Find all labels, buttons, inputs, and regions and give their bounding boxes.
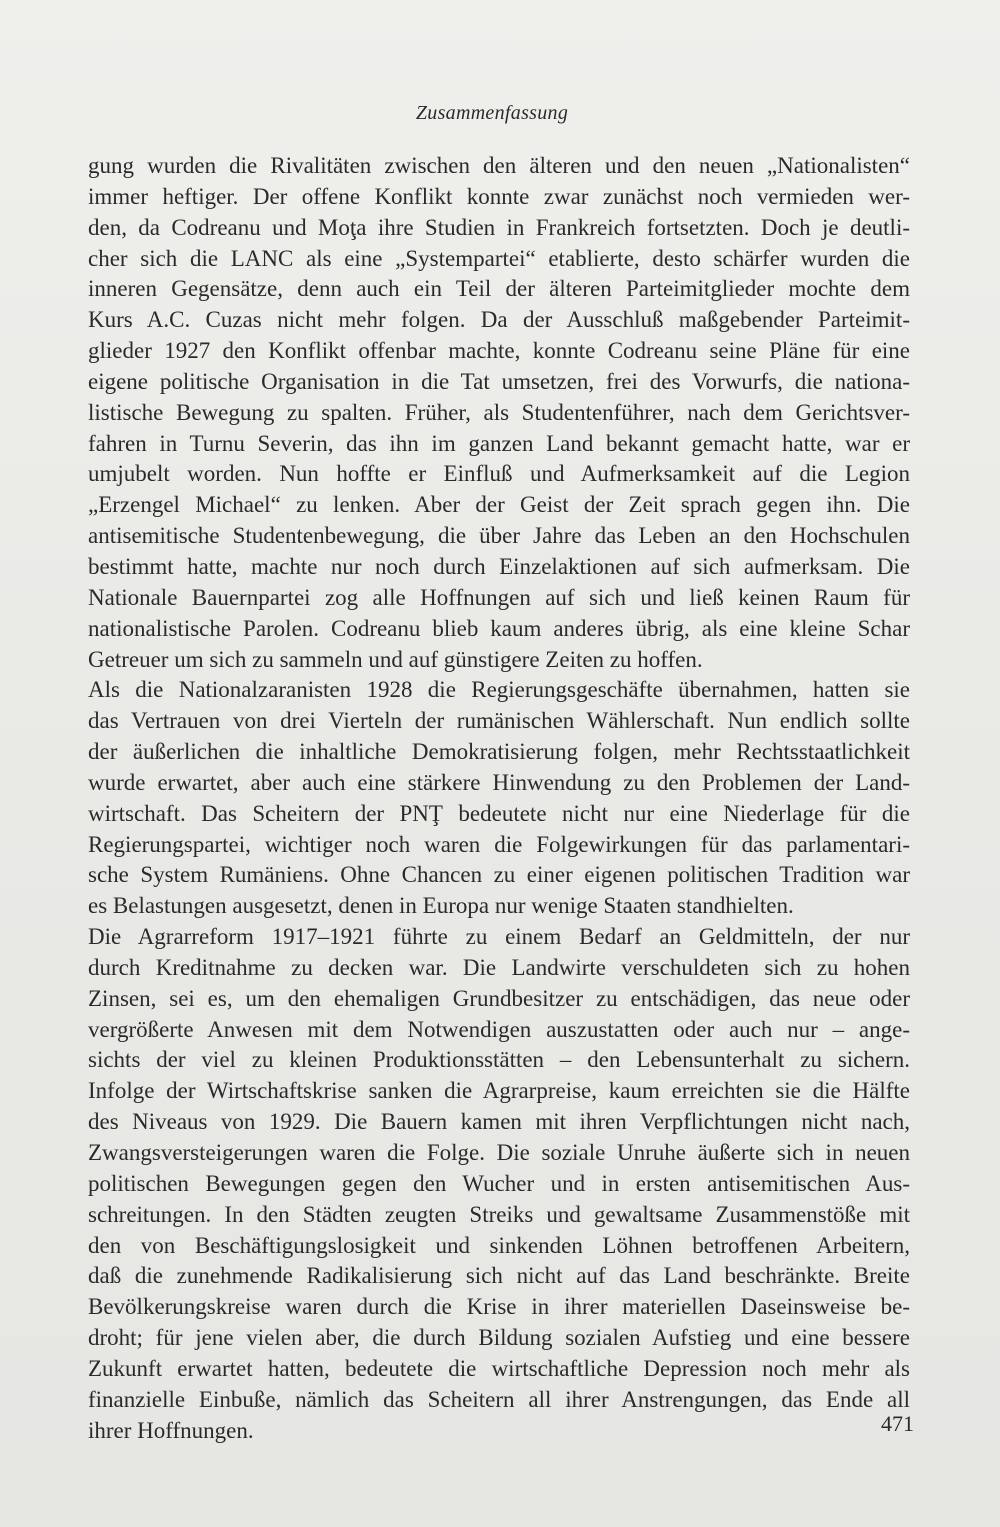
paragraph-1 [88,151,910,675]
text-line: listische Bewegung zu spalten. Früher, als Studentenführer, nach dem Gerichtsver- [88,399,910,425]
text-line: bestimmt hatte, machte nur noch durch Einzelaktionen auf sich aufmerksam. Die [88,553,910,579]
text-line: glieder 1927 den Konflikt offenbar machte, konnte Codreanu seine Pläne für eine [88,338,910,364]
text-line: cher sich die LANC als eine „Systempartei“ etablierte, desto schärfer wurden die [88,245,910,271]
text-line: Zinsen, sei es, um den ehemaligen Grundbesitzer zu entschädigen, das neue oder [88,985,910,1011]
text-line: Zwangsversteigerungen waren die Folge. Die soziale Unruhe äußerte sich in neuen [88,1140,910,1165]
text-line: ihrer Hoffnungen. [88,1417,254,1443]
text-line: den, da Codreanu und Moţa ihre Studien in Frankreich fortsetzten. Doch je deutli- [88,214,910,240]
text-line: politischen Bewegungen gegen den Wucher und in ersten antisemitischen Aus- [88,1170,910,1196]
page-number: 471 [881,1411,914,1436]
text-line: der äußerlichen die inhaltliche Demokratisierung folgen, mehr Rechtsstaatlichkeit [88,739,910,765]
text-line: das Vertrauen von drei Vierteln der rumänischen Wählerschaft. Nun endlich sollte [88,708,910,734]
text-line: Getreuer um sich zu sammeln und auf günstigere Zeiten zu hoffen. [88,646,703,672]
text-line: wirtschaft. Das Scheitern der PNŢ bedeutete nicht nur eine Niederlage für die [88,800,910,826]
text-line: immer heftiger. Der offene Konflikt konnte zwar zunächst noch vermieden wer- [88,183,910,209]
text-line: eigene politische Organisation in die Tat umsetzen, frei des Vorwurfs, die nationa- [88,368,910,394]
text-line: Als die Nationalzaranisten 1928 die Regierungsgeschäfte übernahmen, hatten sie [88,677,910,703]
paragraph-3 [88,922,910,1446]
text-line: Kurs A.C. Cuzas nicht mehr folgen. Da der Ausschluß maßgebender Parteimit- [88,307,910,333]
text-line: Regierungspartei, wichtiger noch waren die Folgewirkungen für das parlamentari- [88,831,910,857]
text-line: Bevölkerungskreise waren durch die Krise in ihrer materiellen Daseinsweise be- [88,1294,910,1320]
text-line: droht; für jene vielen aber, die durch Bildung sozialen Aufstieg und eine bessere [88,1325,910,1351]
running-head [0,102,1000,125]
text-line: gung wurden die Rivalitäten zwischen den älteren und den neuen „Nationalisten“ [88,153,910,178]
paragraph-2 [88,675,910,922]
text-line: daß die zunehmende Radikalisierung sich nicht auf das Land beschränkte. Breite [88,1263,910,1289]
text-line: vergrößerte Anwesen mit dem Notwendigen auszustatten oder auch nur – ange- [88,1016,910,1042]
text-line: nationalistische Parolen. Codreanu blieb kaum anderes übrig, als eine kleine Schar [88,615,910,641]
text-line: finanzielle Einbuße, nämlich das Scheitern all ihrer Anstrengungen, das Ende all [88,1386,910,1412]
text-line: inneren Gegensätze, denn auch ein Teil der älteren Parteimitglieder mochte dem [88,276,910,302]
text-line: fahren in Turnu Severin, das ihn im ganzen Land bekannt gemacht hatte, war er [88,430,910,456]
text-line: Nationale Bauernpartei zog alle Hoffnungen auf sich und ließ keinen Raum für [88,584,910,610]
text-line: durch Kreditnahme zu decken war. Die Landwirte verschuldeten sich zu hohen [88,954,910,980]
text-line: des Niveaus von 1929. Die Bauern kamen mit ihren Verpflichtungen nicht nach, [88,1109,910,1135]
text-line: umjubelt worden. Nun hoffte er Einfluß und Aufmerksamkeit auf die Legion [88,461,910,487]
text-line: antisemitische Studentenbewegung, die über Jahre das Leben an den Hochschulen [88,523,910,549]
text-line: schreitungen. In den Städten zeugten Streiks und gewaltsame Zusammenstöße mit [88,1201,910,1227]
text-line: „Erzengel Michael“ zu lenken. Aber der Geist der Zeit sprach gegen ihn. Die [88,492,910,518]
text-line: sche System Rumäniens. Ohne Chancen zu einer eigenen politischen Tradition war [88,862,910,888]
running-head-title: Zusammenfassung [415,102,569,124]
text-line: sichts der viel zu kleinen Produktionsstätten – den Lebensunterhalt zu sichern. [88,1047,910,1073]
text-line: wurde erwartet, aber auch eine stärkere Hinwendung zu den Problemen der Land- [88,769,910,795]
text-line: es Belastungen ausgesetzt, denen in Europa nur wenige Staaten standhielten. [88,893,794,919]
text-line: den von Beschäftigungslosigkeit und sinkenden Löhnen betroffenen Arbeitern, [88,1232,910,1258]
text-line: Infolge der Wirtschaftskrise sanken die Agrarpreise, kaum erreichten sie die Hälfte [88,1078,910,1104]
text-line: Zukunft erwartet hatten, bedeutete die wirtschaftliche Depression noch mehr als [88,1355,910,1381]
text-line: Die Agrarreform 1917–1921 führte zu einem Bedarf an Geldmitteln, der nur [88,924,910,950]
body-text [88,151,910,1446]
